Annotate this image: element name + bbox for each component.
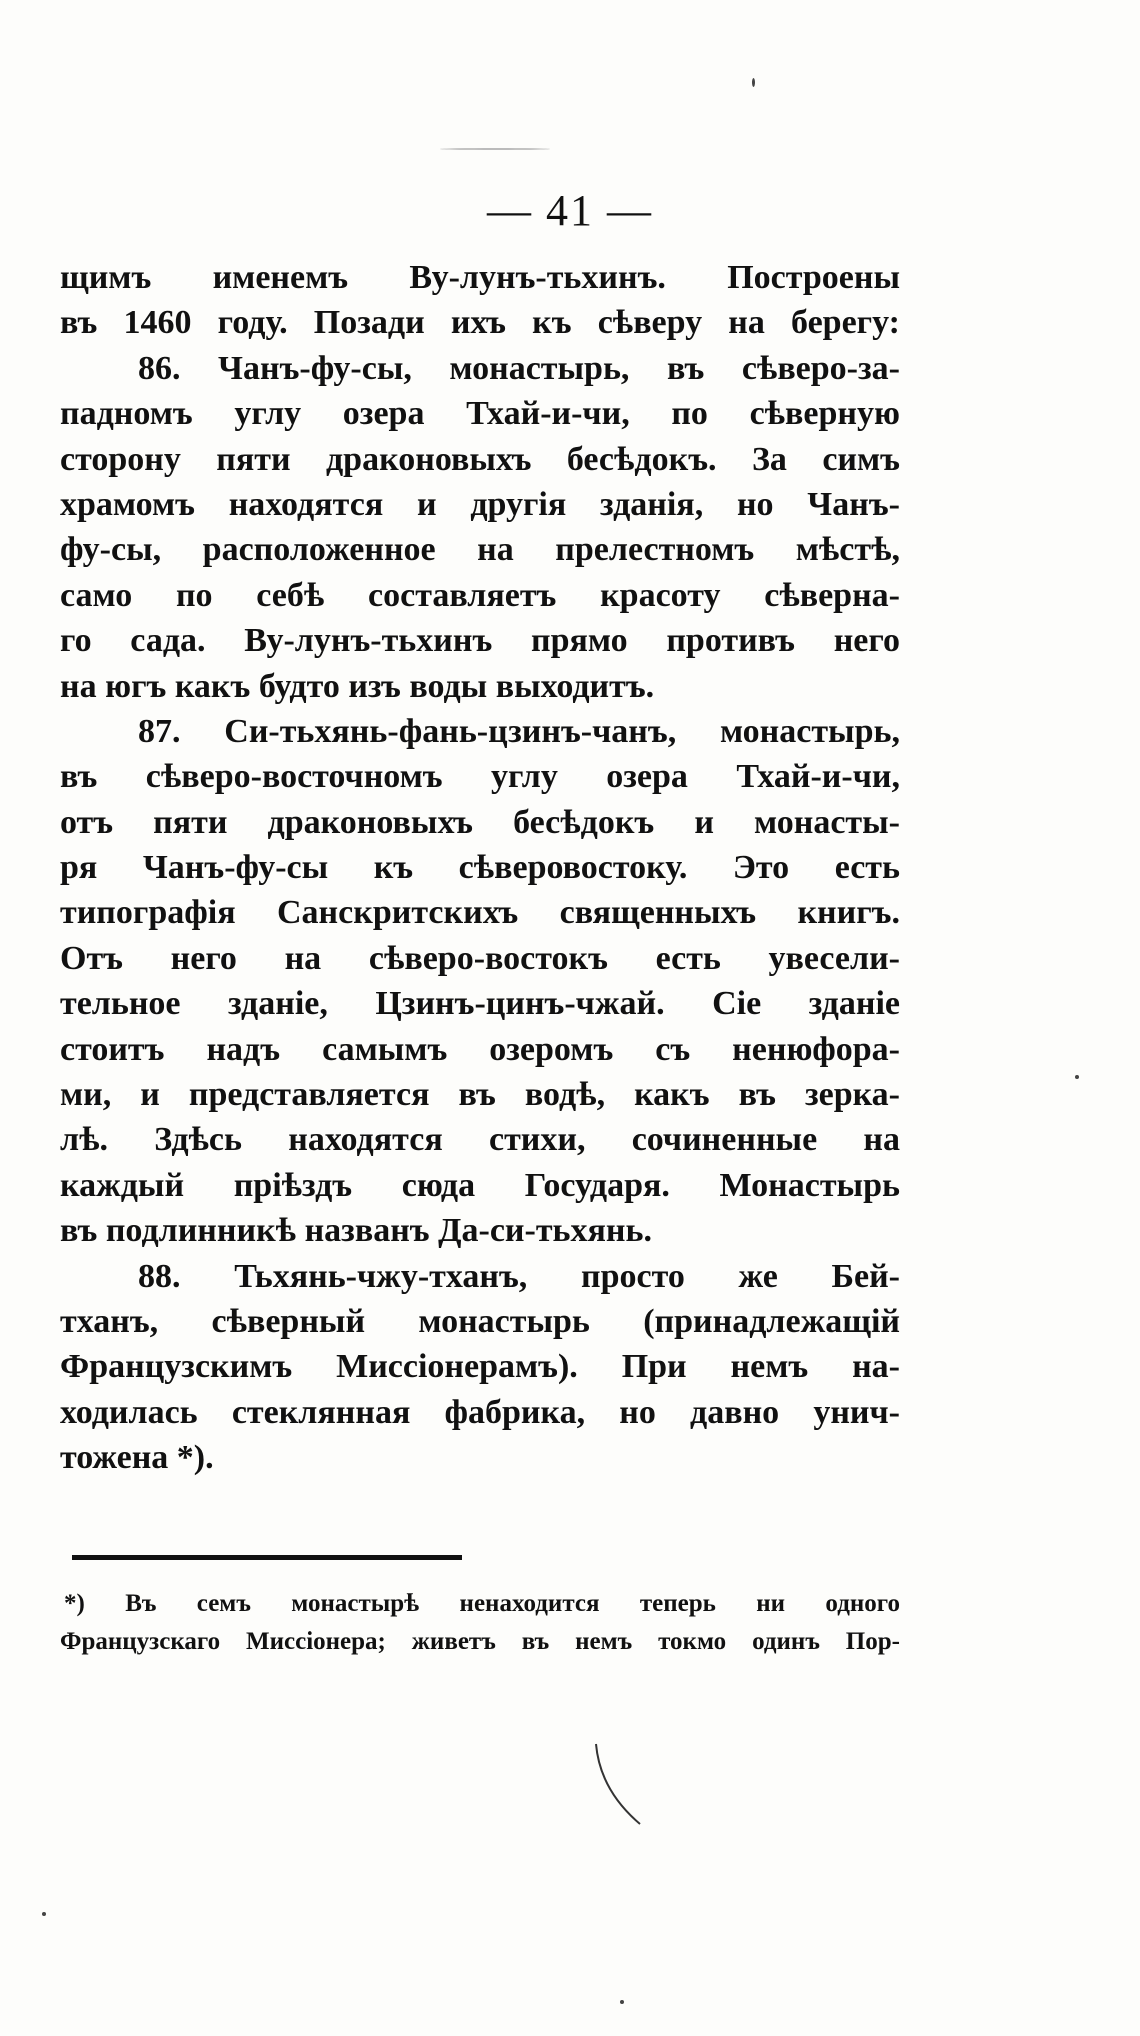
footnote-divider	[72, 1555, 462, 1560]
scan-speck	[440, 148, 550, 150]
text-line: лѣ. Здѣсь находятся стихи, сочиненные на	[60, 1121, 900, 1159]
text-line: падномъ углу озера Тхай-и-чи, по сѣверную	[60, 395, 900, 433]
scan-speck	[1075, 1075, 1079, 1079]
scan-scratch	[590, 1740, 650, 1830]
text-line: Французскимъ Миссіонерамъ). При немъ на-	[60, 1348, 900, 1386]
text-line: на югъ какъ будто изъ воды выходитъ.	[60, 667, 655, 705]
text-line: Отъ него на сѣверо-востокъ есть увесели-	[60, 939, 900, 977]
footnote-line: Французскаго Миссіонера; живетъ въ немъ токмо одинъ Пор-	[60, 1628, 900, 1655]
text-line: само по себѣ составляетъ красоту сѣверна-	[60, 576, 900, 614]
text-line: тханъ, сѣверный монастырь (принадлежащій	[60, 1302, 900, 1340]
text-line: тожена *).	[60, 1439, 214, 1477]
text-line: типографія Санскритскихъ священныхъ книгъ.	[60, 894, 900, 932]
text-line-entry-86: 86. Чанъ-фу-сы, монастырь, въ сѣверо-за-	[138, 349, 900, 387]
text-line-entry-88: 88. Тьхянь-чжу-тханъ, просто же Бей-	[138, 1257, 900, 1295]
scan-speck	[620, 2000, 624, 2004]
text-line: храмомъ находятся и другія зданія, но Чанъ-	[60, 485, 900, 523]
scan-speck	[42, 1912, 46, 1916]
text-line: въ сѣверо-восточномъ углу озера Тхай-и-чи,	[60, 758, 900, 796]
text-line: стоитъ надъ самымъ озеромъ съ ненюфора-	[60, 1030, 900, 1068]
text-line: въ 1460 году. Позади ихъ къ сѣверу на берегу:	[60, 304, 900, 342]
page-number: — 41 —	[487, 186, 653, 235]
text-line: отъ пяти драконовыхъ бесѣдокъ и монасты-	[60, 803, 900, 841]
text-line: каждый пріѣздъ сюда Государя. Монастырь	[60, 1166, 900, 1204]
scan-speck	[752, 78, 755, 87]
text-line: ходилась стеклянная фабрика, но давно унич-	[60, 1393, 900, 1431]
text-line: тельное зданіе, Цзинъ-цинъ-чжай. Сіе зданіе	[60, 985, 900, 1023]
text-line: сторону пяти драконовыхъ бесѣдокъ. За симъ	[60, 440, 900, 478]
footnote-line: *) Въ семъ монастырѣ ненаходится теперь ни одного	[64, 1590, 900, 1617]
text-line: фу-сы, расположенное на прелестномъ мѣстѣ,	[60, 531, 900, 569]
text-line: щимъ именемъ Ву-лунъ-тьхинъ. Построены	[60, 259, 900, 296]
text-line-entry-87: 87. Си-тьхянь-фань-цзинъ-чанъ, монастырь,	[138, 712, 900, 750]
text-line: ми, и представляется въ водѣ, какъ въ зерка-	[60, 1076, 900, 1114]
main-text	[60, 255, 900, 1481]
text-line: въ подлинникѣ названъ Да-си-тьхянь.	[60, 1212, 652, 1250]
text-line: го сада. Ву-лунъ-тьхинъ прямо противъ него	[60, 622, 900, 660]
text-line: ря Чанъ-фу-сы къ сѣверовостоку. Это есть	[60, 849, 900, 887]
footnote	[60, 1585, 900, 1661]
